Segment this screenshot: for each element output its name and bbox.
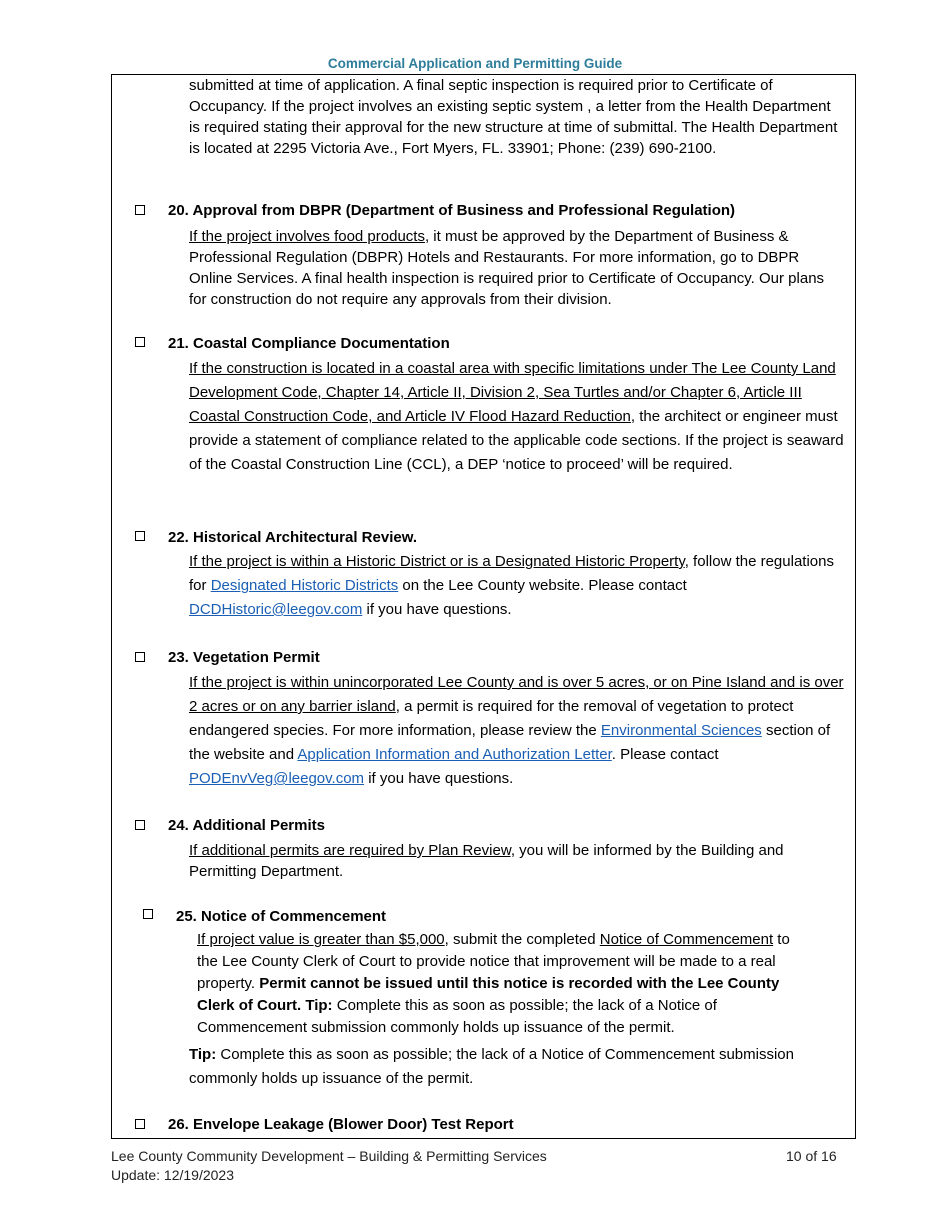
section-21-condition: If the construction is located in a coastal area with specific limitations under The Lee County Land Development Code, Chapter 14, Article II, Division 2, Sea Turtles and/or Chapter 6, Article III Coastal Construction Code, and Article IV Flood Hazard Reduction — [189, 360, 836, 425]
checkbox-20[interactable] — [135, 205, 145, 215]
notice-of-commencement-ref: Notice of Commencement — [599, 931, 774, 948]
section-23-title: 23. Vegetation Permit — [168, 649, 320, 666]
section-24-condition: If additional permits are required by Plan Review, — [189, 842, 516, 859]
section-25-tip: Tip: Complete this as soon as possible; the lack of a Notice of Commencement submission commonly holds up issuance of the permit. — [189, 1046, 794, 1087]
footer-org: Lee County Community Development – Building & Permitting Services — [111, 1148, 547, 1164]
section-21-title: 21. Coastal Compliance Documentation — [168, 335, 450, 352]
section-20-body: If the project involves food products, it must be approved by the Department of Business & Professional Regulation (DBPR) Hotels and Restaurants. For more information, go to DBPR Online Services. A final health inspection is required prior to Certificate of Occupancy. Our plans for construction do not require any approvals from their division. — [189, 228, 825, 308]
section-25-condition: If project value is greater than $5,000 — [197, 931, 445, 948]
authorization-letter-link[interactable]: Application Information and Authorization Letter — [297, 746, 612, 763]
section-22-title: 22. Historical Architectural Review. — [168, 529, 417, 546]
environmental-sciences-link[interactable]: Environmental Sciences — [600, 722, 762, 739]
checkbox-24[interactable] — [135, 820, 145, 830]
historic-email-link[interactable]: DCDHistoric@leegov.com — [189, 601, 363, 618]
historic-districts-link[interactable]: Designated Historic Districts — [210, 577, 399, 594]
page-header-title: Commercial Application and Permitting Guide — [327, 56, 623, 71]
checkbox-22[interactable] — [135, 531, 145, 541]
checkbox-21[interactable] — [135, 337, 145, 347]
section-26-title: 26. Envelope Leakage (Blower Door) Test Report — [168, 1116, 514, 1133]
permit-warning: Permit cannot be issued until this notice is recorded with the Lee County Clerk of Court. Tip: — [197, 975, 780, 1014]
envveg-email-link[interactable]: PODEnvVeg@leegov.com — [189, 770, 365, 787]
section-20-title: 20. Approval from DBPR (Department of Business and Professional Regulation) — [168, 202, 736, 219]
section-23-condition: If the project is within unincorporated Lee County and is over 5 acres, or on Pine Island and is over 2 acres or on any barrier island — [189, 674, 844, 715]
section-20-condition: If the project involves food products — [189, 228, 425, 245]
section-25-title: 25. Notice of Commencement — [176, 908, 387, 925]
section-24-body: If additional permits are required by Plan Review, you will be informed by the Building and Permitting Department. — [189, 842, 784, 880]
septic-paragraph: submitted at time of application. A final septic inspection is required prior to Certificate of Occupancy. If the project involves an existing septic system , a letter from the Health Department is required stating their approval for the new structure at time of submittal. The Health Department is located at 2295 Victoria Ave., Fort Myers, FL. 33901; Phone: (239) 690-2100. — [189, 77, 838, 157]
checkbox-23[interactable] — [135, 652, 145, 662]
footer-update: Update: 12/19/2023 — [111, 1167, 234, 1183]
page-number: 10 of 16 — [786, 1148, 837, 1164]
section-22-body: If the project is within a Historic District or is a Designated Historic Property, follow the regulations for Designated Historic Districts on the Lee County website. Please contact DCDHistoric@leegov.com if you have questions. — [189, 553, 834, 618]
section-25-body: If project value is greater than $5,000, submit the completed Notice of Commencement to the Lee County Clerk of Court to provide notice that improvement will be made to a real property. Permit cannot be issued until this notice is recorded with the Lee County Clerk of Court. Tip: Complete this as soon as possible; the lack of a Notice of Commencement submission commonly holds up issuance of the permit. — [197, 931, 790, 1036]
section-22-condition: If the project is within a Historic District or is a Designated Historic Property — [189, 553, 685, 570]
checkbox-25[interactable] — [143, 909, 153, 919]
section-23-body: If the project is within unincorporated Lee County and is over 5 acres, or on Pine Island and is over 2 acres or on any barrier island, a permit is required for the removal of vegetation to protect endangered species. For more information, please review the Environmental Sciences section of the website and Application Information and Authorization Letter. Please contact PODEnvVeg@leegov.com if you have questions. — [189, 674, 844, 787]
section-24-title: 24. Additional Permits — [168, 817, 325, 834]
section-21-body: If the construction is located in a coastal area with specific limitations under The Lee County Land Development Code, Chapter 14, Article II, Division 2, Sea Turtles and/or Chapter 6, Article III Coastal Construction Code, and Article IV Flood Hazard Reduction, the architect or engineer must provide a statement of compliance related to the applicable code sections. If the project is seaward of the Coastal Construction Line (CCL), a DEP ‘notice to proceed’ will be required. — [189, 360, 844, 473]
checkbox-26[interactable] — [135, 1119, 145, 1129]
